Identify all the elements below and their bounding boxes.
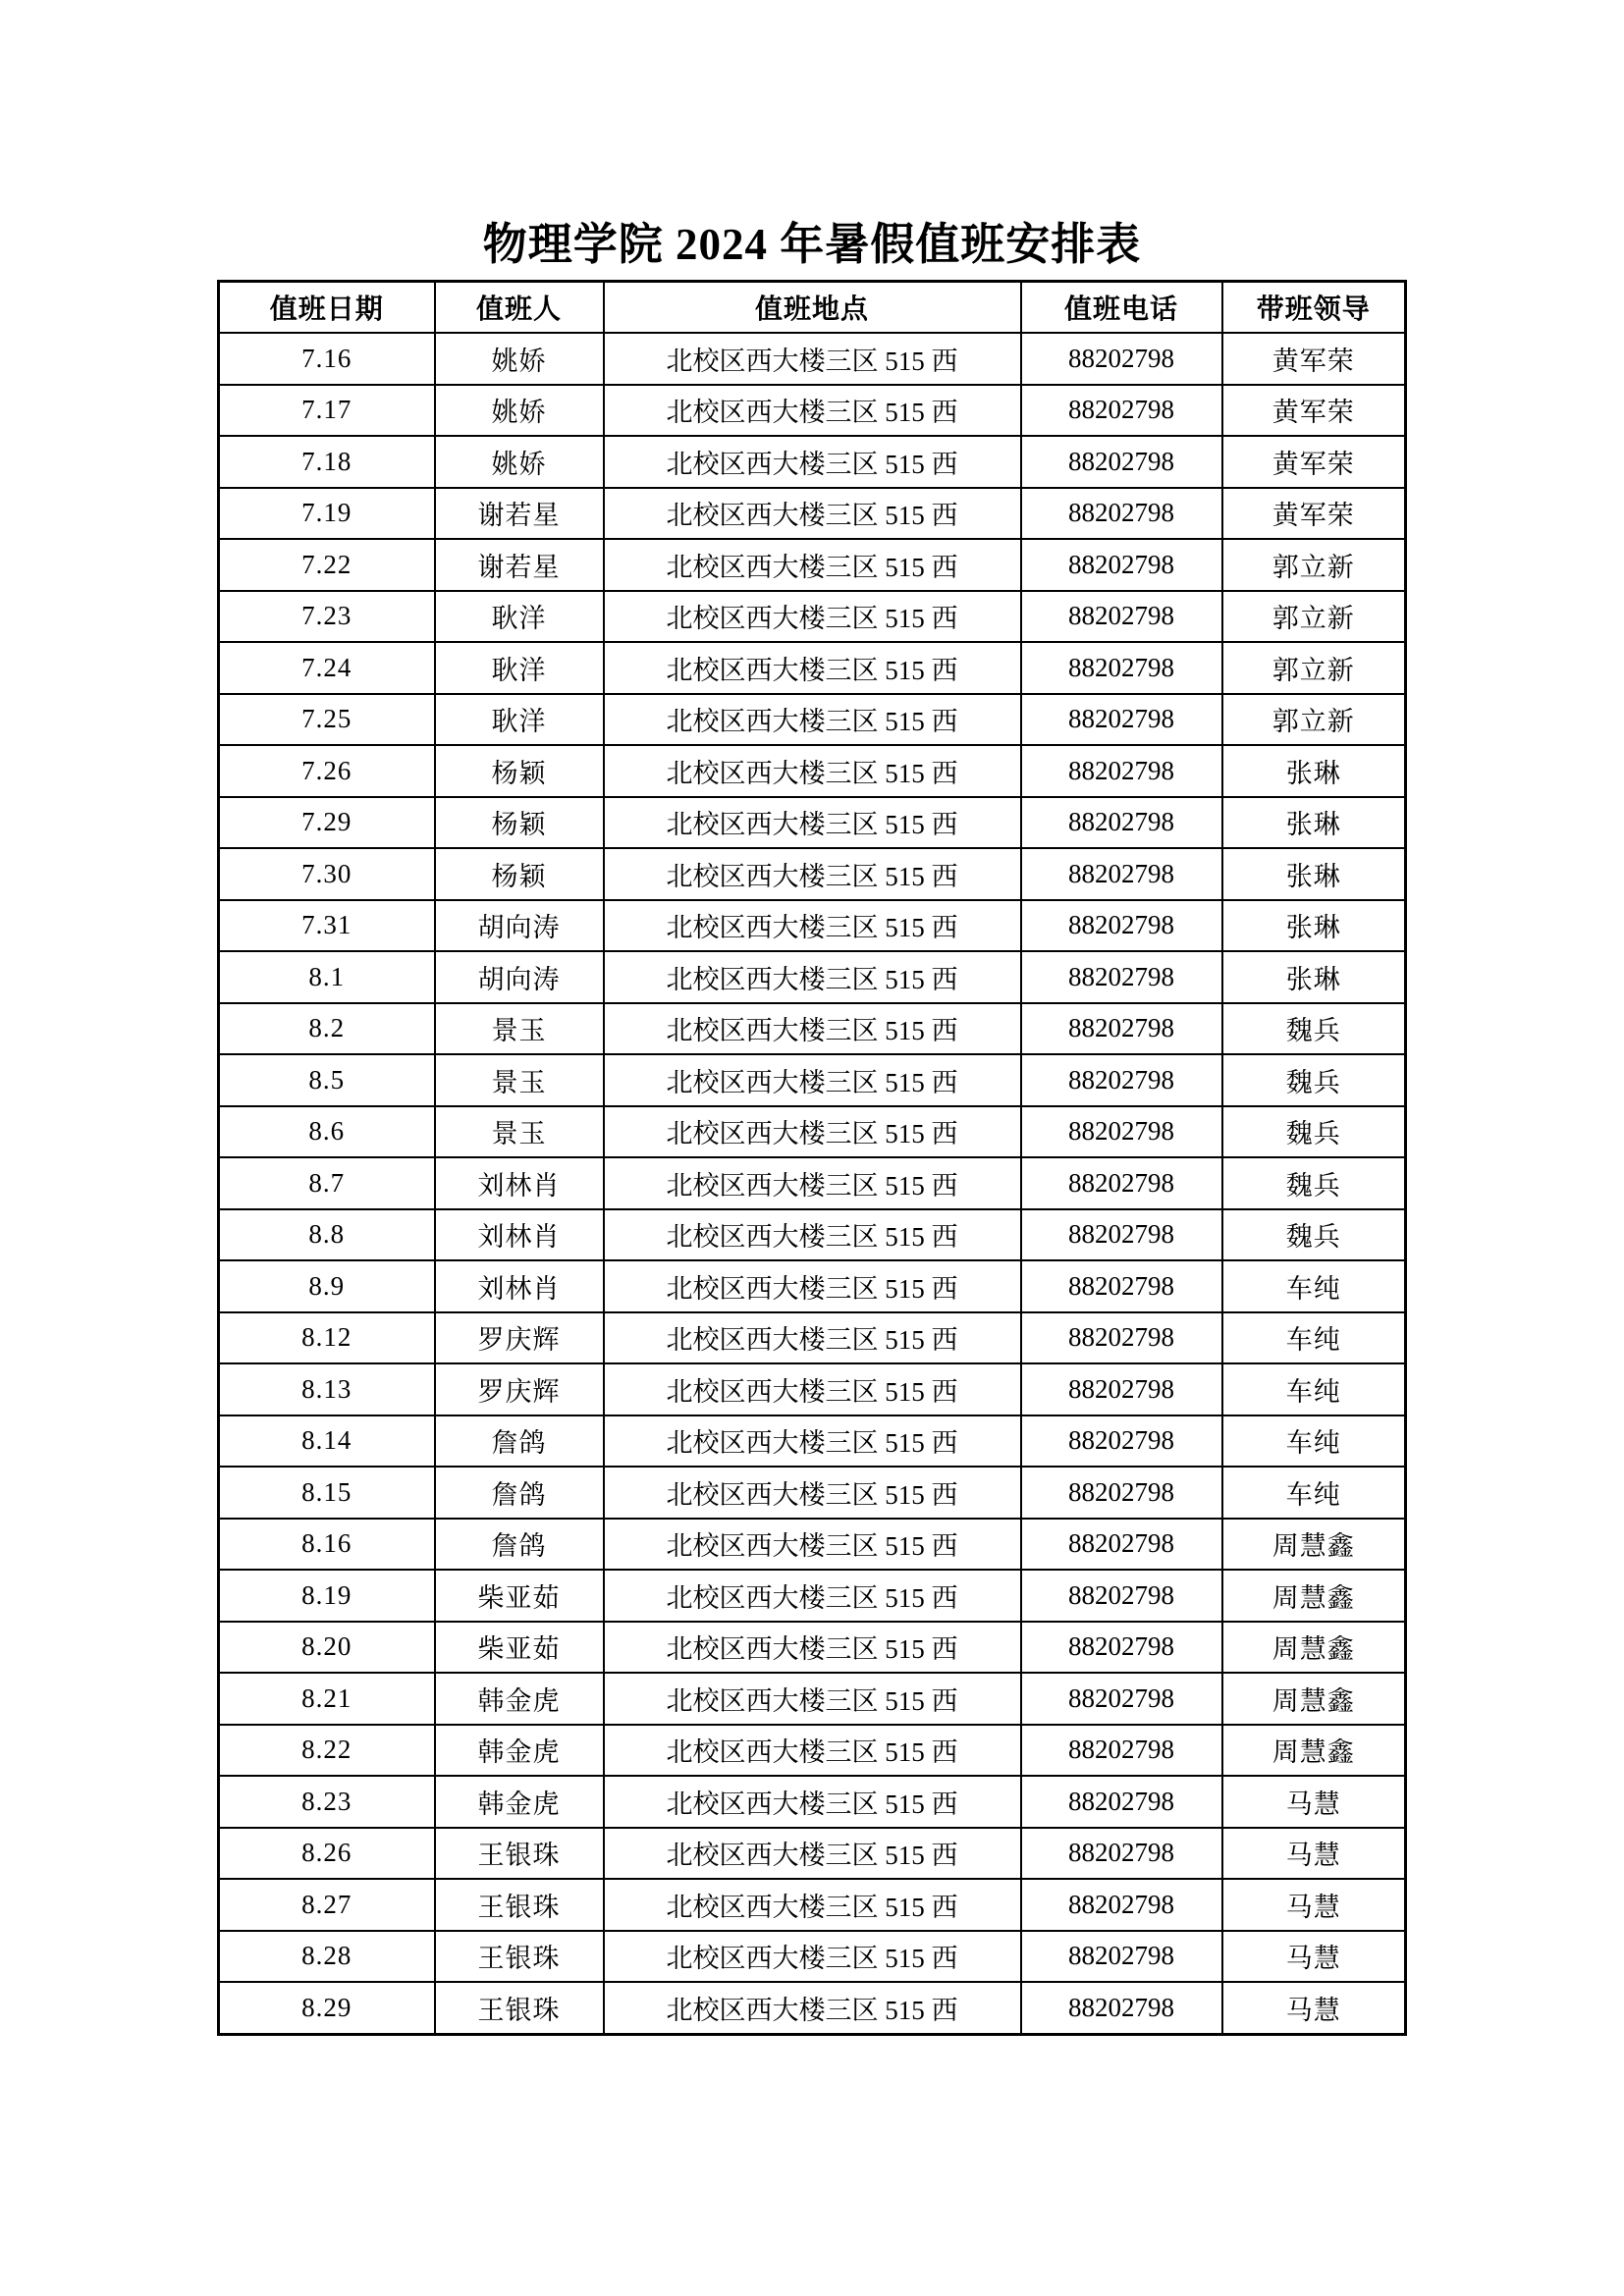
cell-duty-leader: 郭立新 [1222, 591, 1406, 643]
table-row [219, 1467, 1406, 1519]
cell-duty-date: 7.17 [219, 385, 435, 437]
cell-duty-date: 7.24 [219, 642, 435, 694]
cell-duty-person: 耿洋 [435, 591, 604, 643]
cell-duty-date: 7.23 [219, 591, 435, 643]
cell-duty-leader: 张琳 [1222, 797, 1406, 849]
cell-duty-leader: 周慧鑫 [1222, 1570, 1406, 1622]
cell-duty-leader: 马慧 [1222, 1828, 1406, 1880]
cell-duty-person: 杨颖 [435, 745, 604, 797]
cell-duty-phone: 88202798 [1021, 1157, 1222, 1209]
table-row [219, 1673, 1406, 1725]
cell-duty-leader: 黄军荣 [1222, 333, 1406, 385]
cell-duty-date: 7.18 [219, 436, 435, 488]
cell-duty-leader: 马慧 [1222, 1776, 1406, 1828]
cell-duty-phone: 88202798 [1021, 1519, 1222, 1571]
cell-duty-phone: 88202798 [1021, 797, 1222, 849]
cell-duty-location: 北校区西大楼三区 515 西 [604, 488, 1021, 540]
table-row [219, 1776, 1406, 1828]
table-row [219, 1003, 1406, 1055]
cell-duty-phone: 88202798 [1021, 1415, 1222, 1468]
cell-duty-person: 姚娇 [435, 436, 604, 488]
cell-duty-leader: 郭立新 [1222, 539, 1406, 591]
cell-duty-location: 北校区西大楼三区 515 西 [604, 1106, 1021, 1158]
cell-duty-person: 景玉 [435, 1003, 604, 1055]
cell-duty-date: 8.2 [219, 1003, 435, 1055]
cell-duty-location: 北校区西大楼三区 515 西 [604, 1054, 1021, 1106]
cell-duty-date: 7.30 [219, 848, 435, 900]
cell-duty-leader: 黄军荣 [1222, 488, 1406, 540]
cell-duty-person: 谢若星 [435, 488, 604, 540]
cell-duty-leader: 郭立新 [1222, 642, 1406, 694]
cell-duty-location: 北校区西大楼三区 515 西 [604, 694, 1021, 746]
cell-duty-leader: 黄军荣 [1222, 436, 1406, 488]
table-row [219, 1982, 1406, 2034]
cell-duty-location: 北校区西大楼三区 515 西 [604, 1570, 1021, 1622]
cell-duty-location: 北校区西大楼三区 515 西 [604, 1828, 1021, 1880]
duty-schedule-table [217, 280, 1407, 2036]
cell-duty-phone: 88202798 [1021, 1260, 1222, 1312]
column-header-duty-date: 值班日期 [219, 281, 435, 333]
cell-duty-leader: 张琳 [1222, 848, 1406, 900]
table-row [219, 1931, 1406, 1983]
cell-duty-person: 刘林肖 [435, 1260, 604, 1312]
cell-duty-date: 7.19 [219, 488, 435, 540]
cell-duty-leader: 周慧鑫 [1222, 1519, 1406, 1571]
cell-duty-location: 北校区西大楼三区 515 西 [604, 1879, 1021, 1931]
table-row [219, 1157, 1406, 1209]
cell-duty-date: 8.12 [219, 1312, 435, 1364]
cell-duty-phone: 88202798 [1021, 1570, 1222, 1622]
column-header-duty-person: 值班人 [435, 281, 604, 333]
cell-duty-leader: 马慧 [1222, 1879, 1406, 1931]
cell-duty-person: 柴亚茹 [435, 1622, 604, 1674]
cell-duty-phone: 88202798 [1021, 1467, 1222, 1519]
cell-duty-phone: 88202798 [1021, 1673, 1222, 1725]
cell-duty-date: 8.14 [219, 1415, 435, 1468]
cell-duty-date: 8.7 [219, 1157, 435, 1209]
table-row [219, 1622, 1406, 1674]
table-row [219, 797, 1406, 849]
cell-duty-date: 8.1 [219, 951, 435, 1003]
cell-duty-leader: 周慧鑫 [1222, 1725, 1406, 1777]
cell-duty-phone: 88202798 [1021, 1725, 1222, 1777]
cell-duty-date: 7.22 [219, 539, 435, 591]
cell-duty-person: 胡向涛 [435, 951, 604, 1003]
cell-duty-date: 8.9 [219, 1260, 435, 1312]
cell-duty-person: 王银珠 [435, 1828, 604, 1880]
cell-duty-location: 北校区西大楼三区 515 西 [604, 642, 1021, 694]
cell-duty-leader: 魏兵 [1222, 1054, 1406, 1106]
cell-duty-location: 北校区西大楼三区 515 西 [604, 1415, 1021, 1468]
cell-duty-person: 刘林肖 [435, 1209, 604, 1261]
table-row [219, 1106, 1406, 1158]
cell-duty-date: 8.29 [219, 1982, 435, 2034]
cell-duty-phone: 88202798 [1021, 848, 1222, 900]
cell-duty-location: 北校区西大楼三区 515 西 [604, 436, 1021, 488]
cell-duty-phone: 88202798 [1021, 1776, 1222, 1828]
cell-duty-leader: 魏兵 [1222, 1106, 1406, 1158]
cell-duty-date: 7.26 [219, 745, 435, 797]
cell-duty-location: 北校区西大楼三区 515 西 [604, 1312, 1021, 1364]
cell-duty-date: 8.13 [219, 1363, 435, 1415]
cell-duty-location: 北校区西大楼三区 515 西 [604, 1725, 1021, 1777]
table-row [219, 694, 1406, 746]
cell-duty-phone: 88202798 [1021, 745, 1222, 797]
cell-duty-phone: 88202798 [1021, 1209, 1222, 1261]
table-row [219, 1363, 1406, 1415]
cell-duty-person: 谢若星 [435, 539, 604, 591]
column-header-duty-phone: 值班电话 [1021, 281, 1222, 333]
cell-duty-location: 北校区西大楼三区 515 西 [604, 951, 1021, 1003]
cell-duty-phone: 88202798 [1021, 1054, 1222, 1106]
cell-duty-leader: 周慧鑫 [1222, 1673, 1406, 1725]
cell-duty-date: 7.29 [219, 797, 435, 849]
cell-duty-leader: 张琳 [1222, 900, 1406, 952]
cell-duty-date: 8.26 [219, 1828, 435, 1880]
cell-duty-phone: 88202798 [1021, 1622, 1222, 1674]
table-row [219, 1879, 1406, 1931]
cell-duty-phone: 88202798 [1021, 642, 1222, 694]
cell-duty-person: 姚娇 [435, 333, 604, 385]
cell-duty-location: 北校区西大楼三区 515 西 [604, 385, 1021, 437]
table-row [219, 1260, 1406, 1312]
cell-duty-date: 8.5 [219, 1054, 435, 1106]
cell-duty-location: 北校区西大楼三区 515 西 [604, 1260, 1021, 1312]
cell-duty-person: 柴亚茹 [435, 1570, 604, 1622]
cell-duty-date: 7.16 [219, 333, 435, 385]
table-row [219, 642, 1406, 694]
cell-duty-leader: 马慧 [1222, 1982, 1406, 2034]
cell-duty-date: 8.20 [219, 1622, 435, 1674]
cell-duty-phone: 88202798 [1021, 1931, 1222, 1983]
table-row [219, 488, 1406, 540]
table-row [219, 1054, 1406, 1106]
cell-duty-phone: 88202798 [1021, 1828, 1222, 1880]
cell-duty-phone: 88202798 [1021, 1363, 1222, 1415]
cell-duty-leader: 黄军荣 [1222, 385, 1406, 437]
cell-duty-location: 北校区西大楼三区 515 西 [604, 797, 1021, 849]
cell-duty-leader: 张琳 [1222, 951, 1406, 1003]
table-row [219, 745, 1406, 797]
cell-duty-person: 王银珠 [435, 1982, 604, 2034]
cell-duty-leader: 魏兵 [1222, 1003, 1406, 1055]
cell-duty-person: 韩金虎 [435, 1725, 604, 1777]
cell-duty-person: 韩金虎 [435, 1673, 604, 1725]
table-row [219, 436, 1406, 488]
cell-duty-phone: 88202798 [1021, 1003, 1222, 1055]
cell-duty-phone: 88202798 [1021, 694, 1222, 746]
cell-duty-date: 8.23 [219, 1776, 435, 1828]
cell-duty-location: 北校区西大楼三区 515 西 [604, 1157, 1021, 1209]
cell-duty-location: 北校区西大楼三区 515 西 [604, 1209, 1021, 1261]
cell-duty-date: 8.21 [219, 1673, 435, 1725]
table-header-row [219, 281, 1406, 333]
table-row [219, 1828, 1406, 1880]
cell-duty-phone: 88202798 [1021, 951, 1222, 1003]
table-row [219, 385, 1406, 437]
table-row [219, 951, 1406, 1003]
table-row [219, 1312, 1406, 1364]
table-row [219, 1725, 1406, 1777]
cell-duty-person: 杨颖 [435, 797, 604, 849]
table-body [219, 333, 1406, 2034]
cell-duty-location: 北校区西大楼三区 515 西 [604, 900, 1021, 952]
cell-duty-person: 詹鸽 [435, 1415, 604, 1468]
cell-duty-leader: 车纯 [1222, 1467, 1406, 1519]
cell-duty-location: 北校区西大楼三区 515 西 [604, 1622, 1021, 1674]
cell-duty-date: 8.6 [219, 1106, 435, 1158]
cell-duty-phone: 88202798 [1021, 333, 1222, 385]
cell-duty-phone: 88202798 [1021, 1106, 1222, 1158]
cell-duty-date: 8.8 [219, 1209, 435, 1261]
cell-duty-location: 北校区西大楼三区 515 西 [604, 1931, 1021, 1983]
cell-duty-leader: 车纯 [1222, 1312, 1406, 1364]
table-row [219, 1519, 1406, 1571]
cell-duty-date: 7.25 [219, 694, 435, 746]
cell-duty-leader: 车纯 [1222, 1363, 1406, 1415]
cell-duty-location: 北校区西大楼三区 515 西 [604, 745, 1021, 797]
cell-duty-location: 北校区西大楼三区 515 西 [604, 1363, 1021, 1415]
cell-duty-person: 景玉 [435, 1054, 604, 1106]
cell-duty-location: 北校区西大楼三区 515 西 [604, 1519, 1021, 1571]
cell-duty-phone: 88202798 [1021, 539, 1222, 591]
cell-duty-location: 北校区西大楼三区 515 西 [604, 1467, 1021, 1519]
cell-duty-location: 北校区西大楼三区 515 西 [604, 1982, 1021, 2034]
cell-duty-leader: 张琳 [1222, 745, 1406, 797]
table-row [219, 1570, 1406, 1622]
cell-duty-phone: 88202798 [1021, 1312, 1222, 1364]
cell-duty-phone: 88202798 [1021, 488, 1222, 540]
cell-duty-person: 杨颖 [435, 848, 604, 900]
cell-duty-phone: 88202798 [1021, 385, 1222, 437]
cell-duty-date: 8.19 [219, 1570, 435, 1622]
column-header-duty-location: 值班地点 [604, 281, 1021, 333]
cell-duty-location: 北校区西大楼三区 515 西 [604, 539, 1021, 591]
cell-duty-phone: 88202798 [1021, 436, 1222, 488]
cell-duty-leader: 魏兵 [1222, 1209, 1406, 1261]
table-row [219, 900, 1406, 952]
cell-duty-person: 姚娇 [435, 385, 604, 437]
cell-duty-leader: 郭立新 [1222, 694, 1406, 746]
cell-duty-person: 胡向涛 [435, 900, 604, 952]
table-row [219, 848, 1406, 900]
cell-duty-phone: 88202798 [1021, 1879, 1222, 1931]
cell-duty-person: 詹鸽 [435, 1519, 604, 1571]
cell-duty-leader: 车纯 [1222, 1415, 1406, 1468]
cell-duty-date: 8.22 [219, 1725, 435, 1777]
cell-duty-phone: 88202798 [1021, 900, 1222, 952]
cell-duty-phone: 88202798 [1021, 591, 1222, 643]
cell-duty-person: 耿洋 [435, 642, 604, 694]
cell-duty-date: 7.31 [219, 900, 435, 952]
cell-duty-date: 8.27 [219, 1879, 435, 1931]
cell-duty-leader: 周慧鑫 [1222, 1622, 1406, 1674]
cell-duty-person: 韩金虎 [435, 1776, 604, 1828]
table-row [219, 1415, 1406, 1468]
table-row [219, 1209, 1406, 1261]
cell-duty-location: 北校区西大楼三区 515 西 [604, 848, 1021, 900]
table-row [219, 539, 1406, 591]
cell-duty-person: 王银珠 [435, 1879, 604, 1931]
cell-duty-location: 北校区西大楼三区 515 西 [604, 591, 1021, 643]
cell-duty-person: 景玉 [435, 1106, 604, 1158]
cell-duty-leader: 车纯 [1222, 1260, 1406, 1312]
cell-duty-location: 北校区西大楼三区 515 西 [604, 1003, 1021, 1055]
cell-duty-date: 8.16 [219, 1519, 435, 1571]
cell-duty-phone: 88202798 [1021, 1982, 1222, 2034]
cell-duty-person: 耿洋 [435, 694, 604, 746]
table-row [219, 333, 1406, 385]
cell-duty-leader: 魏兵 [1222, 1157, 1406, 1209]
cell-duty-location: 北校区西大楼三区 515 西 [604, 333, 1021, 385]
table-row [219, 591, 1406, 643]
cell-duty-person: 罗庆辉 [435, 1363, 604, 1415]
cell-duty-location: 北校区西大楼三区 515 西 [604, 1776, 1021, 1828]
cell-duty-leader: 马慧 [1222, 1931, 1406, 1983]
cell-duty-date: 8.15 [219, 1467, 435, 1519]
column-header-duty-leader: 带班领导 [1222, 281, 1406, 333]
cell-duty-date: 8.28 [219, 1931, 435, 1983]
cell-duty-location: 北校区西大楼三区 515 西 [604, 1673, 1021, 1725]
cell-duty-person: 刘林肖 [435, 1157, 604, 1209]
cell-duty-person: 王银珠 [435, 1931, 604, 1983]
cell-duty-person: 罗庆辉 [435, 1312, 604, 1364]
page-title: 物理学院 2024 年暑假值班安排表 [482, 220, 1142, 269]
cell-duty-person: 詹鸽 [435, 1467, 604, 1519]
